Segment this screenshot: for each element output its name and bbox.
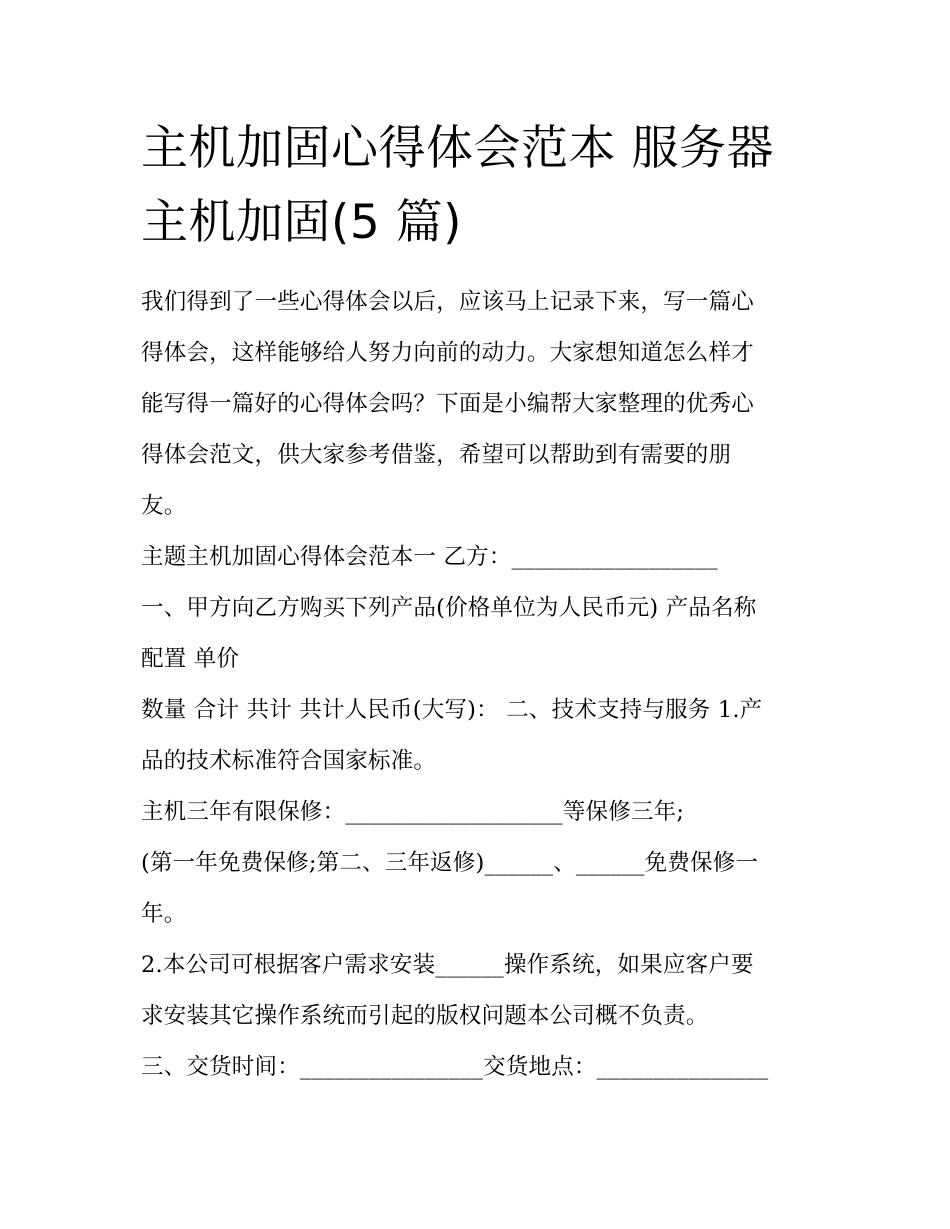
document-title xyxy=(141,112,821,260)
title-line-1: 主机加固心得体会范本 服务器 xyxy=(141,121,774,176)
intro-line: 友。 xyxy=(141,493,187,519)
intro-paragraph xyxy=(141,277,821,532)
contract-clause-line: 2.本公司可根据客户需求安装______操作系统，如果应客户要 xyxy=(141,952,754,978)
contract-subject-line: 主题主机加固心得体会范本一 乙方：__________________ xyxy=(141,544,718,570)
contract-clause-line: 品的技术标准符合国家标准。 xyxy=(141,748,437,774)
contract-clause-line: 年。 xyxy=(141,901,187,927)
contract-delivery-line: 三、交货时间：________________交货地点：_______________ xyxy=(141,1054,769,1080)
contract-clause-line: 配置 单价 xyxy=(141,646,240,672)
contract-clause-line: 主机三年有限保修：___________________等保修三年; xyxy=(141,799,685,825)
contract-clause-line: 求安装其它操作系统而引起的版权问题本公司概不负责。 xyxy=(141,1003,709,1029)
contract-clause-line: (第一年免费保修;第二、三年返修)______、______免费保修一 xyxy=(141,850,759,876)
contract-clause-line: 数量 合计 共计 共计人民币(大写)： 二、技术支持与服务 1.产 xyxy=(141,697,763,723)
title-line-2: 主机加固(5 篇) xyxy=(141,195,463,250)
contract-clause-line: 一、甲方向乙方购买下列产品(价格单位为人民币元) 产品名称 xyxy=(141,595,757,621)
intro-line: 能写得一篇好的心得体会吗？下面是小编帮大家整理的优秀心 xyxy=(141,391,754,417)
document-page xyxy=(141,112,821,1093)
intro-line: 得体会，这样能够给人努力向前的动力。大家想知道怎么样才 xyxy=(141,340,754,366)
intro-line: 得体会范文，供大家参考借鉴，希望可以帮助到有需要的朋 xyxy=(141,442,732,468)
contract-body xyxy=(141,532,821,1093)
intro-line: 我们得到了一些心得体会以后，应该马上记录下来，写一篇心 xyxy=(141,289,754,315)
